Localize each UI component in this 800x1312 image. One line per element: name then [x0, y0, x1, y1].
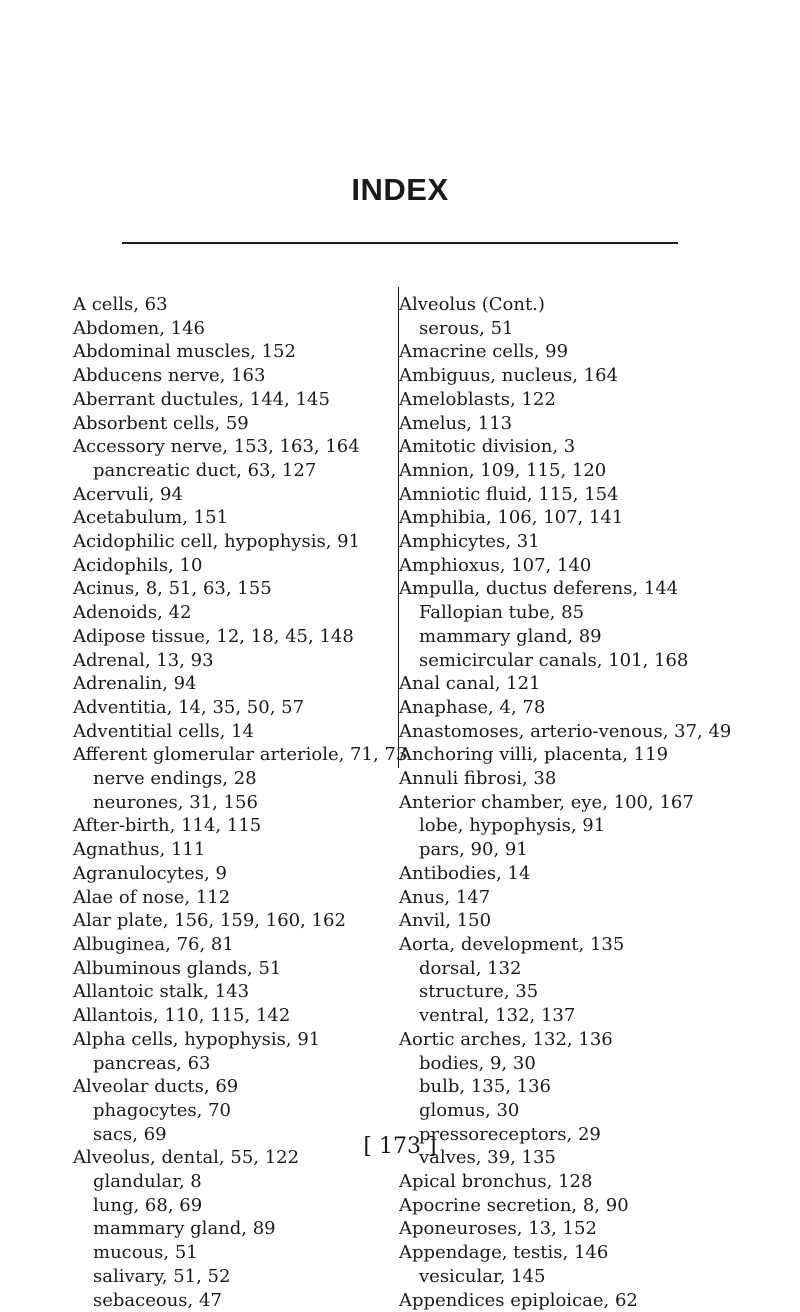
index-subentry: mammary gland, 89: [93, 1218, 276, 1240]
index-entry: Agranulocytes, 9: [73, 862, 227, 884]
index-entry: Ambiguus, nucleus, 164: [399, 365, 619, 387]
index-subentry: valves, 39, 135: [419, 1147, 556, 1169]
index-subentry: Fallopian tube, 85: [419, 602, 585, 624]
index-entry: Allantois, 110, 115, 142: [73, 1005, 291, 1027]
index-entry: Aponeuroses, 13, 152: [399, 1218, 597, 1240]
index-entry: Appendage, testis, 146: [399, 1242, 609, 1264]
index-subentry: bulb, 135, 136: [419, 1076, 551, 1098]
index-entry: Acidophils, 10: [73, 554, 203, 576]
index-entry: Adventitial cells, 14: [73, 720, 254, 742]
index-entry: A cells, 63: [73, 294, 168, 315]
index-entry: Aorta, development, 135: [399, 933, 625, 955]
index-subentry: lung, 68, 69: [93, 1194, 203, 1216]
index-entry: Amacrine cells, 99: [399, 341, 569, 363]
index-entry: Anvil, 150: [399, 910, 492, 932]
index-entry: Anus, 147: [399, 886, 491, 908]
index-entry: Adrenal, 13, 93: [73, 649, 214, 671]
index-subentry: mammary gland, 89: [419, 625, 602, 647]
index-entry: Amphicytes, 31: [399, 531, 540, 553]
page-title: INDEX: [351, 172, 449, 207]
index-subentry: neurones, 31, 156: [93, 791, 258, 813]
index-entry: Ameloblasts, 122: [399, 388, 556, 410]
index-entry: Alar plate, 156, 159, 160, 162: [73, 910, 346, 932]
index-entry: Alveolar ducts, 69: [73, 1076, 239, 1098]
index-entry: Amelus, 113: [399, 412, 513, 434]
index-entry: Accessory nerve, 153, 163, 164: [73, 436, 360, 458]
index-entry: Alveolus, dental, 55, 122: [73, 1147, 300, 1169]
index-entry: Amphioxus, 107, 140: [399, 554, 592, 576]
index-entry: Aberrant ductules, 144, 145: [73, 388, 330, 410]
index-entry: Adventitia, 14, 35, 50, 57: [73, 696, 305, 718]
index-entry: Acetabulum, 151: [73, 507, 229, 529]
index-subentry: bodies, 9, 30: [419, 1052, 536, 1074]
index-subentry: pars, 90, 91: [419, 839, 528, 861]
index-subentry: glomus, 30: [419, 1099, 520, 1121]
index-entry: Ampulla, ductus deferens, 144: [399, 578, 679, 600]
index-entry: Antibodies, 14: [399, 862, 531, 884]
index-entry: Albuginea, 76, 81: [73, 933, 234, 955]
index-subentry: lobe, hypophysis, 91: [419, 815, 606, 837]
index-entry: Anterior chamber, eye, 100, 167: [399, 791, 694, 813]
index-entry: Anchoring villi, placenta, 119: [399, 744, 669, 766]
index-subentry: sacs, 69: [93, 1123, 167, 1145]
index-entry: Amniotic fluid, 115, 154: [399, 483, 619, 505]
index-entry: Acidophilic cell, hypophysis, 91: [73, 531, 361, 553]
index-subentry: pressoreceptors, 29: [419, 1123, 601, 1145]
index-subentry: semicircular canals, 101, 168: [419, 649, 689, 671]
index-entry: Afferent glomerular arteriole, 71, 73: [73, 744, 408, 766]
index-subentry: dorsal, 132: [419, 957, 522, 979]
index-entry: Alae of nose, 112: [73, 886, 231, 908]
index-column-left: [73, 293, 408, 1312]
index-entry: Absorbent cells, 59: [73, 412, 249, 434]
index-subentry: phagocytes, 70: [93, 1099, 231, 1121]
index-entry: Anal canal, 121: [399, 673, 541, 695]
index-entry: Abdominal muscles, 152: [73, 341, 296, 363]
index-entry: Abducens nerve, 163: [73, 365, 266, 387]
index-subentry: sebaceous, 47: [93, 1289, 222, 1311]
index-subentry: vesicular, 145: [419, 1265, 546, 1287]
index-entry: Acinus, 8, 51, 63, 155: [73, 578, 272, 600]
index-entry: Abdomen, 146: [73, 317, 205, 339]
index-entry: Albuminous glands, 51: [73, 957, 282, 979]
index-entry: Adrenalin, 94: [73, 673, 197, 695]
title-rule: [122, 242, 678, 244]
page-number: [ 173 ]: [363, 1134, 437, 1159]
index-entry: Anastomoses, arterio-venous, 37, 49: [399, 720, 732, 742]
index-entry: Amitotic division, 3: [399, 436, 576, 458]
index-entry: Allantoic stalk, 143: [73, 981, 250, 1003]
index-entry: Adipose tissue, 12, 18, 45, 148: [73, 625, 354, 647]
index-entry: Acervuli, 94: [73, 483, 183, 505]
index-entry: Amphibia, 106, 107, 141: [399, 507, 624, 529]
index-subentry: salivary, 51, 52: [93, 1265, 231, 1287]
index-subentry: ventral, 132, 137: [419, 1005, 576, 1027]
index-entry: Anaphase, 4, 78: [399, 696, 546, 718]
index-entry: After-birth, 114, 115: [73, 815, 262, 837]
index-entry: Apocrine secretion, 8, 90: [399, 1194, 629, 1216]
index-subentry: nerve endings, 28: [93, 768, 257, 790]
index-entry: Alveolus (Cont.): [399, 294, 545, 315]
index-subentry: glandular, 8: [93, 1171, 202, 1193]
index-subentry: pancreas, 63: [93, 1052, 211, 1074]
index-subentry: pancreatic duct, 63, 127: [93, 459, 317, 481]
index-entry: Appendices epiploicae, 62: [399, 1289, 638, 1311]
index-entry: Annuli fibrosi, 38: [399, 768, 557, 790]
index-entry: Apical bronchus, 128: [399, 1171, 593, 1193]
index-subentry: mucous, 51: [93, 1242, 198, 1264]
index-subentry: serous, 51: [419, 317, 514, 339]
index-entry: Alpha cells, hypophysis, 91: [73, 1028, 321, 1050]
index-entry: Agnathus, 111: [73, 839, 206, 861]
index-subentry: structure, 35: [419, 981, 539, 1003]
index-entry: Amnion, 109, 115, 120: [399, 459, 607, 481]
index-entry: Adenoids, 42: [73, 602, 192, 624]
index-entry: Aortic arches, 132, 136: [399, 1028, 613, 1050]
